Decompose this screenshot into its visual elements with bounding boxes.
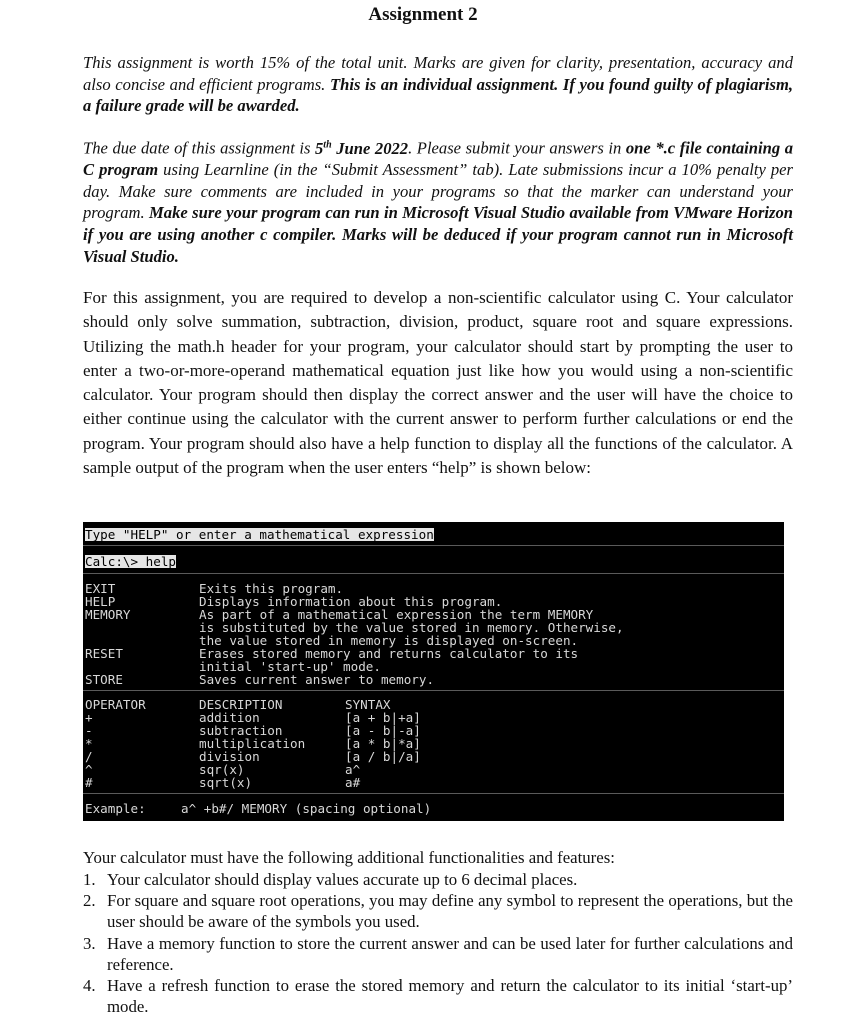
console-screenshot bbox=[83, 522, 784, 821]
requirement-text: For square and square root operations, you may define any symbol to represent the operations, but the user should be aware of the symbols you used. bbox=[107, 891, 793, 931]
command-exit-desc: Exits this program. bbox=[199, 581, 344, 596]
due-bold-3: Make sure your program can run in Microsoft Visual Studio available from VMware Horizon if you are using another c compiler. Marks will be deduced if your program cannot run in Microsoft Visual Studio. bbox=[83, 203, 793, 266]
due-bold-2: one *.c file containing a C program bbox=[83, 138, 794, 180]
description-header: DESCRIPTION bbox=[199, 697, 283, 712]
requirement-item bbox=[83, 975, 793, 1017]
due-date: 5th June 2022 bbox=[315, 138, 409, 158]
operator-sqrt-syntax: a# bbox=[345, 775, 361, 790]
console-prompt-line: Type "HELP" or enter a mathematical expression bbox=[85, 527, 434, 542]
operator-sqrt-desc: sqrt(x) bbox=[199, 775, 253, 790]
command-memory: MEMORY bbox=[85, 607, 131, 622]
command-reset-desc-1: Erases stored memory and returns calculator to its bbox=[199, 646, 579, 661]
command-help: HELP bbox=[85, 594, 116, 609]
due-text-3: using Learnline (in the “Submit Assessment” tab). Late submissions incur a 10% penalty per day. Make sure comments are included in your programs so that the marker can understand your program. bbox=[83, 160, 793, 223]
operator-minus-syntax: [a - b|-a] bbox=[345, 723, 421, 738]
example-label: Example: bbox=[85, 801, 146, 816]
command-exit: EXIT bbox=[85, 581, 116, 596]
command-store: STORE bbox=[85, 672, 123, 687]
operator-square-desc: sqr(x) bbox=[199, 762, 245, 777]
example-text: a^ +b#/ MEMORY (spacing optional) bbox=[181, 801, 432, 816]
command-store-desc: Saves current answer to memory. bbox=[199, 672, 435, 687]
requirement-number: 2. bbox=[83, 891, 96, 910]
requirement-text: Have a refresh function to erase the stored memory and return the calculator to its initial ‘start-up’ mode. bbox=[107, 976, 793, 1016]
operator-multiply-syntax: [a * b|*a] bbox=[345, 736, 421, 751]
page-title: Assignment 2 bbox=[368, 4, 478, 25]
command-memory-desc-1: As part of a mathematical expression the term MEMORY bbox=[199, 607, 594, 622]
operator-plus-syntax: [a + b|+a] bbox=[345, 710, 421, 725]
command-memory-desc-2: is substituted by the value stored in memory. Otherwise, bbox=[199, 620, 624, 635]
requirement-number: 4. bbox=[83, 976, 96, 995]
requirement-text: Your calculator should display values accurate up to 6 decimal places. bbox=[107, 870, 578, 889]
requirements-intro: Your calculator must have the following additional functionalities and features: bbox=[83, 848, 615, 867]
operator-multiply-desc: multiplication bbox=[199, 736, 306, 751]
due-text-2: . Please submit your answers in bbox=[408, 138, 626, 158]
operator-plus-desc: addition bbox=[199, 710, 260, 725]
syntax-header: SYNTAX bbox=[345, 697, 391, 712]
requirement-number: 1. bbox=[83, 870, 96, 889]
requirement-item bbox=[83, 933, 793, 975]
operator-divide-syntax: [a / b|/a] bbox=[345, 749, 421, 764]
operator-square: ^ bbox=[85, 762, 93, 777]
operator-header: OPERATOR bbox=[85, 697, 146, 712]
due-text-1: The due date of this assignment is bbox=[83, 138, 315, 158]
requirement-text: Have a memory function to store the current answer and can be used later for further calculations and reference. bbox=[107, 934, 793, 974]
command-reset-desc-2: initial 'start-up' mode. bbox=[199, 659, 381, 674]
operator-divide: / bbox=[85, 749, 93, 764]
operator-minus: - bbox=[85, 723, 93, 738]
requirement-number: 3. bbox=[83, 934, 96, 953]
operator-sqrt: # bbox=[85, 775, 93, 790]
operator-minus-desc: subtraction bbox=[199, 723, 283, 738]
requirement-item bbox=[83, 869, 793, 890]
operator-multiply: * bbox=[85, 736, 93, 751]
operator-plus: + bbox=[85, 710, 93, 725]
body-paragraph: For this assignment, you are required to develop a non-scientific calculator using C. Your calculator should only solve summation, subtraction, division, product, square root and square expressions. Utilizing the math.h header for your program, your calculator should start by prompting the user to enter a two-or-more-operand mathematical equation just like how you would using a non-scientific calculator. Your program should then display the correct answer and the user will have the choice to either continue using the calculator with the current answer to perform further calculations or end the program. Your program should also have a help function to display all the functions of the calculator. A sample output of the program when the user enters “help” is shown below: bbox=[83, 288, 793, 478]
intro-text: This assignment is worth 15% of the total unit. Marks are given for clarity, presentation, accuracy and also concise and efficient programs. bbox=[83, 53, 793, 94]
operator-square-syntax: a^ bbox=[345, 762, 361, 777]
console-input-line: Calc:\> help bbox=[85, 554, 176, 569]
intro-bold: This is an individual assignment. If you found guilty of plagiarism, a failure grade will be awarded. bbox=[83, 74, 793, 116]
due-paragraph bbox=[83, 134, 793, 267]
command-help-desc: Displays information about this program. bbox=[199, 594, 503, 609]
command-memory-desc-3: the value stored in memory is displayed on-screen. bbox=[199, 633, 579, 648]
intro-paragraph bbox=[83, 52, 793, 117]
operator-divide-desc: division bbox=[199, 749, 260, 764]
command-reset: RESET bbox=[85, 646, 123, 661]
requirement-item bbox=[83, 890, 793, 932]
